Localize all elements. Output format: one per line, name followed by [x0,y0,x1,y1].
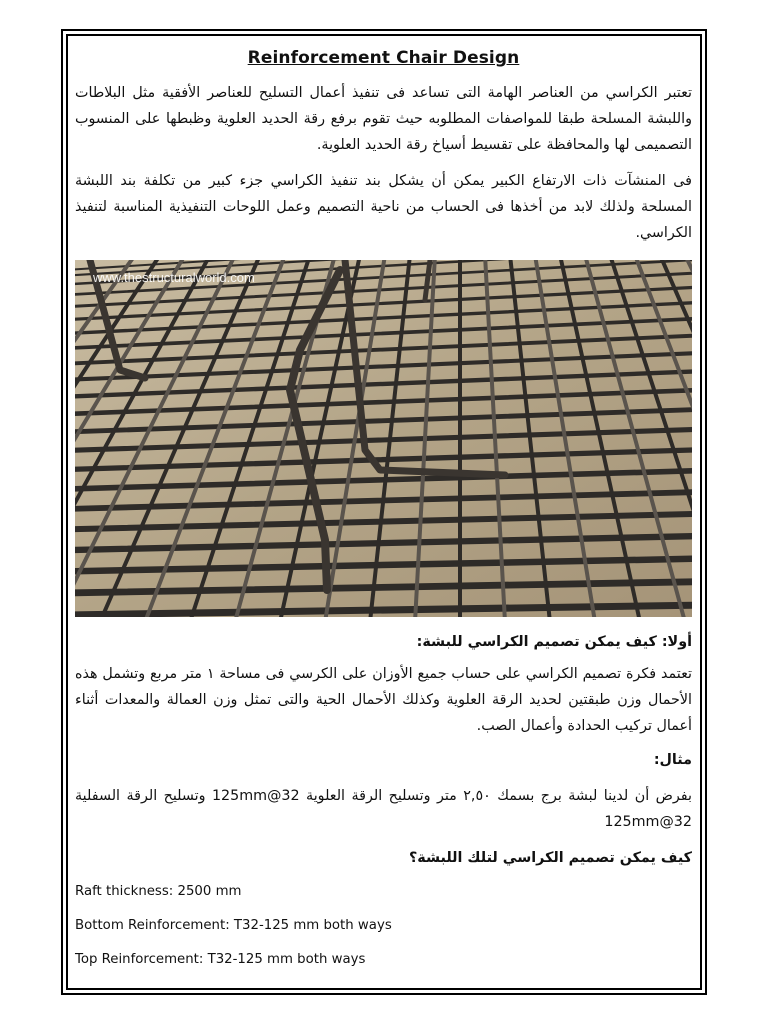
example-heading: مثال: [653,752,692,768]
document-title: Reinforcement Chair Design [247,48,520,68]
question-heading: كيف يمكن تصميم الكراسي لتلك اللبشة؟ [409,850,692,866]
intro-paragraph-2: فى المنشآت ذات الارتفاع الكبير يمكن أن يشكل بند تنفيذ الكراسي جزء كبير من تكلفة بند اللبشة المسلحة ولذلك لابد من أخذها فى الحساب من ناحية التصميم وعمل اللوحات التنفيذية المناسبة لتنفيذ الكراسي. [75,173,692,241]
rebar-mesh-illustration [75,260,692,617]
spec-top-reinforcement: Top Reinforcement: T32-125 mm both ways [75,952,366,967]
intro-paragraph-1: تعتبر الكراسي من العناصر الهامة التى تساعد فى تنفيذ أعمال التسليح للعناصر الأفقية مثل البلاطات واللبشة المسلحة طبقا للمواصفات المطلوبه حيث تقوم برفع رقة الحديد العلوية وظبطها على المنسوب التصميمى لها والمحافظة على تقسيط أسياخ رقة الحديد العلوية. [75,85,692,153]
example-paragraph: بفرض أن لدينا لبشة برج بسمك ٢,٥٠ متر وتسليح الرقة العلوية 32@125mm وتسليح الرقة السفلية 32@125mm [75,788,692,830]
section-1-heading: أولا: كيف يمكن تصميم الكراسي للبشة: [416,634,692,650]
page-content [75,44,692,983]
section-1-paragraph: تعتمد فكرة تصميم الكراسي على حساب جميع الأوزان على الكرسي فى مساحة ١ متر مربع وتشمل هذه الأحمال وزن طبقتين لحديد الرقة العلوية وكذلك الأحمال الحية والتى تمثل وزن العمالة والمعدات أثناء أعمال تركيب الحدادة وأعمال الصب. [75,666,692,734]
rebar-chairs-photo [75,260,692,617]
photo-watermark: www.thestructuralworld.com [93,270,255,285]
spec-bottom-reinforcement: Bottom Reinforcement: T32-125 mm both ways [75,918,392,933]
spec-raft-thickness: Raft thickness: 2500 mm [75,884,242,899]
